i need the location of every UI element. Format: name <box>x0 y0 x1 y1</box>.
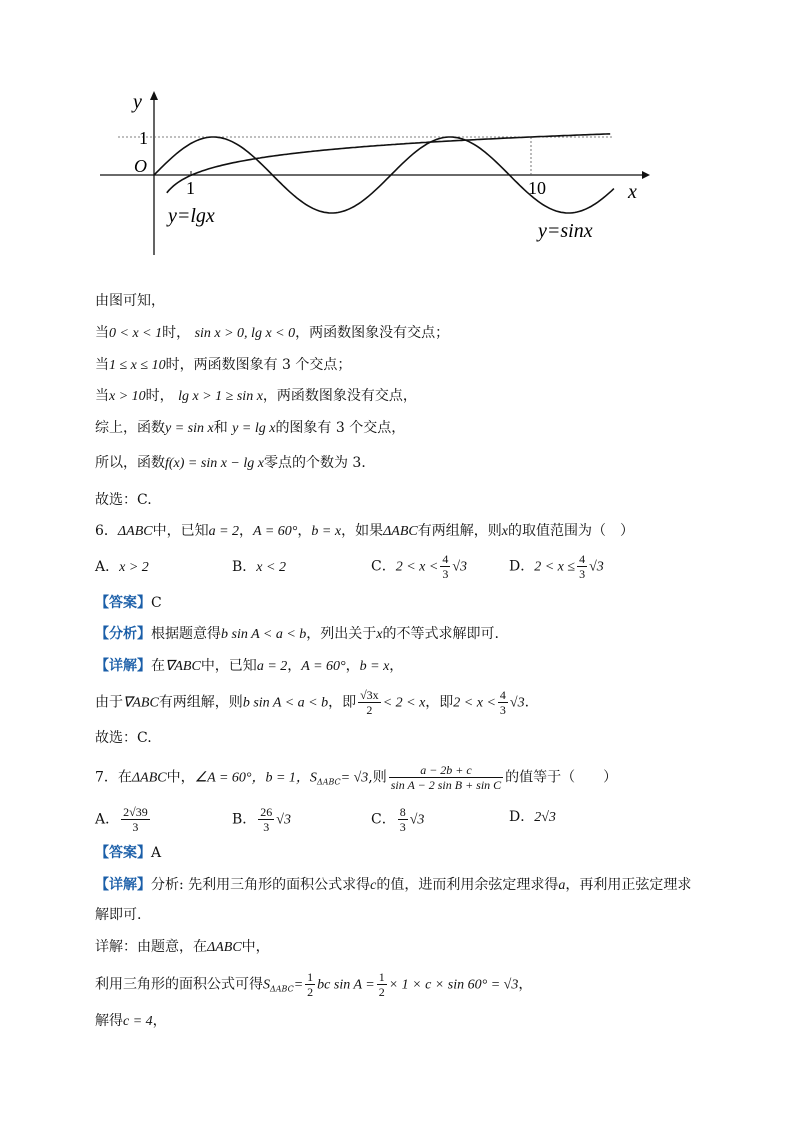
q7-option-c: C． $\frac{8}{3}$ √3 <box>371 805 425 834</box>
x-tick-1: 1 <box>186 178 195 198</box>
q7-detail-line-5: 解得c = 4， <box>95 1013 167 1029</box>
q7-detail: 【详解】分析: 先利用三角形的面积公式求得c的值，进而利用余弦定理求得a，再利用正弦定理求 <box>95 877 692 893</box>
q6-stem: 6．ΔABC中，已知a = 2，A = 60°，b = x，如果ΔABC有两组解，则x的取值范围为（ ） <box>95 523 634 539</box>
sol5-line-4: 当x > 10时， lg x > 1 ≥ sin x，两函数图象没有交点， <box>95 388 417 404</box>
sol5-line-6: 所以，函数f(x) = sin x − lg x零点的个数为 3． <box>95 455 376 471</box>
q6-analysis: 【分析】根据题意得b sin A < a < b，列出关于x的不等式求解即可. <box>95 626 499 642</box>
sol5-conclusion: 故选：C. <box>95 492 152 508</box>
function-graph <box>0 0 794 270</box>
q6-conclusion: 故选：C. <box>95 730 152 746</box>
q7-option-a: A． $\frac{2√39}{3}$ <box>95 805 148 834</box>
sol5-line-3: 当1 ≤ x ≤ 10时，两函数图象有 3 个交点； <box>95 357 352 373</box>
y-axis-arrow <box>150 91 158 100</box>
lg-curve-label: y=lgx <box>168 205 215 227</box>
sol5-line-1: 由图可知， <box>95 293 165 309</box>
sin-curve-label: y=sinx <box>538 220 593 242</box>
sol5-line-2: 当0 < x < 1时， sin x > 0, lg x < 0，两函数图象没有交点； <box>95 325 450 341</box>
q6-option-c: C．2 < x < $\frac{4}{3}$ √3 <box>371 552 468 581</box>
q7-answer: 【答案】A <box>95 845 162 861</box>
origin-label: O <box>134 156 147 176</box>
q7-option-b: B． $\frac{26}{3}$ √3 <box>232 805 291 834</box>
q6-option-b: B．x < 2 <box>232 559 286 575</box>
q6-answer: 【答案】C <box>95 595 162 611</box>
y-tick-1: 1 <box>139 128 148 148</box>
q7-detail-line-4: 利用三角形的面积公式可得$S_{\Delta ABC}=$ $\frac{1}{2}$ bc sin A = $\frac{1}{2}$ × 1 × c × sin 60° = √3， <box>95 970 533 999</box>
q6-detail-line-2: 由于∇ABC有两组解，则b sin A < a < b，即 $\frac{√3x}{2}$ < 2 < x，即2 < x < $\frac{4}{3}$ √3. <box>95 688 530 717</box>
q7-detail-cont: 解即可. <box>95 907 142 923</box>
y-axis-label: y <box>133 91 142 113</box>
x-tick-10: 10 <box>528 178 546 198</box>
q7-stem: 7．在ΔABC中，∠A = 60°，b = 1，$S_{\Delta ABC}= √3$,则 $\frac{a - 2b + c}{\text{sin A − 2 sin B + sin C}}$ 的值等于（ ） <box>95 763 618 792</box>
q7-option-d: D．2√3 <box>509 809 556 825</box>
q6-option-d: D．2 < x ≤ $\frac{4}{3}$ √3 <box>509 552 604 581</box>
q7-detail-line-3: 详解：由题意，在ΔABC中， <box>95 939 270 955</box>
q6-option-a: A．x > 2 <box>95 559 149 575</box>
q6-detail: 【详解】在∇ABC中，已知a = 2，A = 60°，b = x， <box>95 658 404 674</box>
sol5-line-5: 综上，函数y = sin x和 y = lg x的图象有 3 个交点， <box>95 420 406 436</box>
x-axis-label: x <box>628 181 637 203</box>
x-axis-arrow <box>642 171 650 179</box>
